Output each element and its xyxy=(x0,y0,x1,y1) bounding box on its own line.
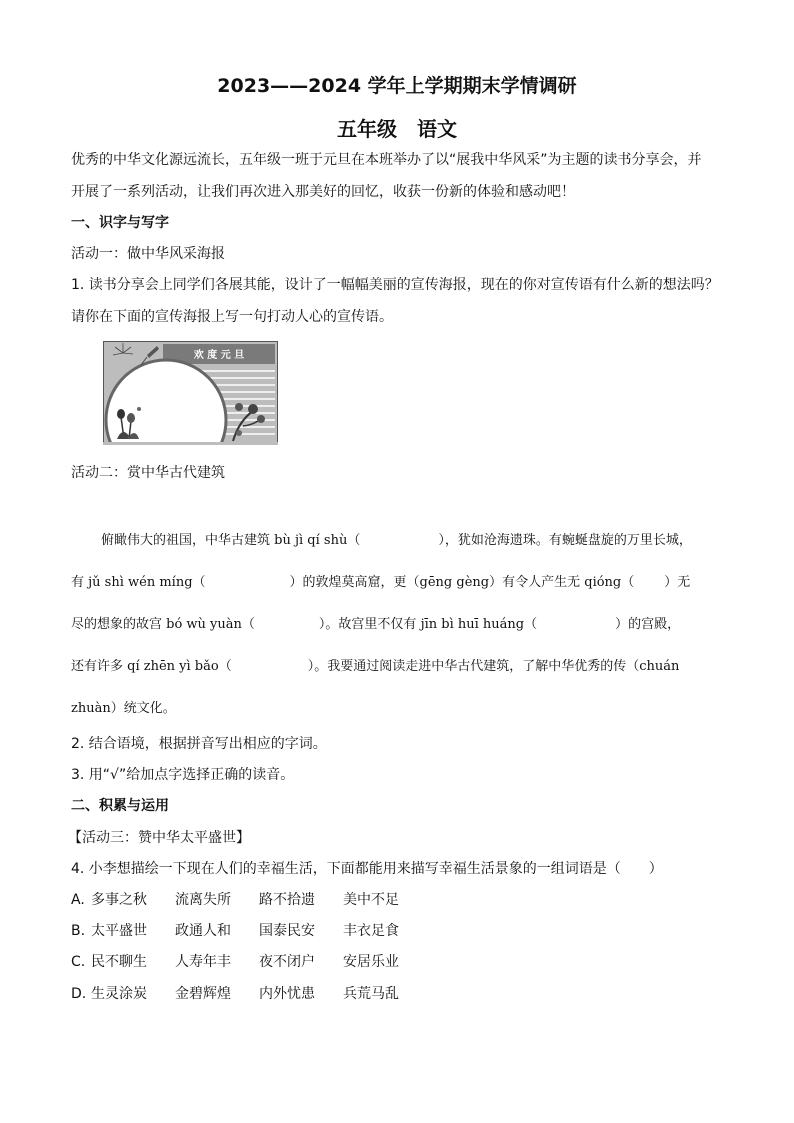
pinyin-bu-ji-qi-shu: bù jì qí shù xyxy=(274,533,348,548)
section-2-title: 二、积累与运用 xyxy=(71,798,169,814)
question-3: 3. 用“√”给加点字选择正确的读音。 xyxy=(71,767,295,783)
pinyin-jin-bi-hui-huang: jīn bì huī huáng xyxy=(420,617,525,632)
question-4: 4. 小李想描绘一下现在人们的幸福生活，下面都能用来描写幸福生活景象的一组词语是（ ） xyxy=(71,861,663,877)
passage-line-4: 还有许多 qí zhēn yì bǎo（ ）。我要通过阅读走进中华古代建筑，了解中华优秀的传（chuán xyxy=(71,659,680,674)
pinyin-qi-zhen-yi-bao: qí zhēn yì bǎo xyxy=(127,659,219,674)
option-d[interactable]: D. 生灵涂炭 金碧辉煌 内外忧患 兵荒马乱 xyxy=(71,986,399,1002)
passage-line-1: 俯瞰伟大的祖国，中华古建筑 bù jì qí shù（ ），犹如沧海遗珠。有蜿蜒盘旋的万里长城， xyxy=(101,533,692,548)
pinyin-ju-shi-wen-ming: jǔ shì wén míng xyxy=(88,575,193,590)
exam-title: 2023——2024 学年上学期期末学情调研 xyxy=(217,75,577,97)
poster-title-text: 欢 度 元 旦 xyxy=(193,350,245,361)
pinyin-choice-geng: gēng gèng xyxy=(419,575,490,590)
intro-line-1: 优秀的中华文化源远流长，五年级一班于元旦在本班举办了以“展我中华风采”为主题的读书分享会，并 xyxy=(71,152,702,168)
option-b[interactable]: B. 太平盛世 政通人和 国泰民安 丰衣足食 xyxy=(71,923,399,939)
exam-subtitle: 五年级 语文 xyxy=(337,117,457,141)
option-letter: D. xyxy=(71,986,87,1002)
activity-2-label: 活动二：赏中华古代建筑 xyxy=(71,465,225,481)
activity-1-label: 活动一：做中华风采海报 xyxy=(71,246,225,262)
intro-line-2: 开展了一系列活动，让我们再次进入那美好的回忆，收获一份新的体验和感动吧！ xyxy=(71,184,575,200)
question-1-line-2: 请你在下面的宣传海报上写一句打动人心的宣传语。 xyxy=(71,309,393,325)
new-year-poster-image xyxy=(103,341,278,445)
activity-3-label: 【活动三：赞中华太平盛世】 xyxy=(68,830,250,846)
question-1-line-1: 1. 读书分享会上同学们各展其能，设计了一幅幅美丽的宣传海报，现在的你对宣传语有什么新的想法吗？ xyxy=(71,277,719,293)
option-letter: C. xyxy=(71,954,86,970)
pinyin-bo-wu-yuan: bó wù yuàn xyxy=(166,617,242,632)
question-2: 2. 结合语境，根据拼音写出相应的字词。 xyxy=(71,736,327,752)
passage-line-3: 尽的想象的故宫 bó wù yuàn（ ）。故宫里不仅有 jīn bì huī huáng（ ）的宫殿， xyxy=(71,617,681,632)
option-a[interactable]: A. 多事之秋 流离失所 路不拾遗 美中不足 xyxy=(71,892,399,908)
pinyin-qiong: qióng xyxy=(584,575,622,590)
pinyin-choice-zhuan: zhuàn xyxy=(71,701,111,716)
passage-line-2: 有 jǔ shì wén míng（ ）的敦煌莫高窟，更（gēng gèng）有令人产生无 qióng（ ）无 xyxy=(71,575,691,590)
option-letter: A. xyxy=(71,892,85,908)
passage-line-5: zhuàn）统文化。 xyxy=(71,701,176,716)
option-letter: B. xyxy=(71,923,86,939)
section-1-title: 一、识字与写字 xyxy=(71,215,169,231)
pinyin-choice-chuan: chuán xyxy=(639,659,680,674)
option-c[interactable]: C. 民不聊生 人寿年丰 夜不闭户 安居乐业 xyxy=(71,954,399,970)
